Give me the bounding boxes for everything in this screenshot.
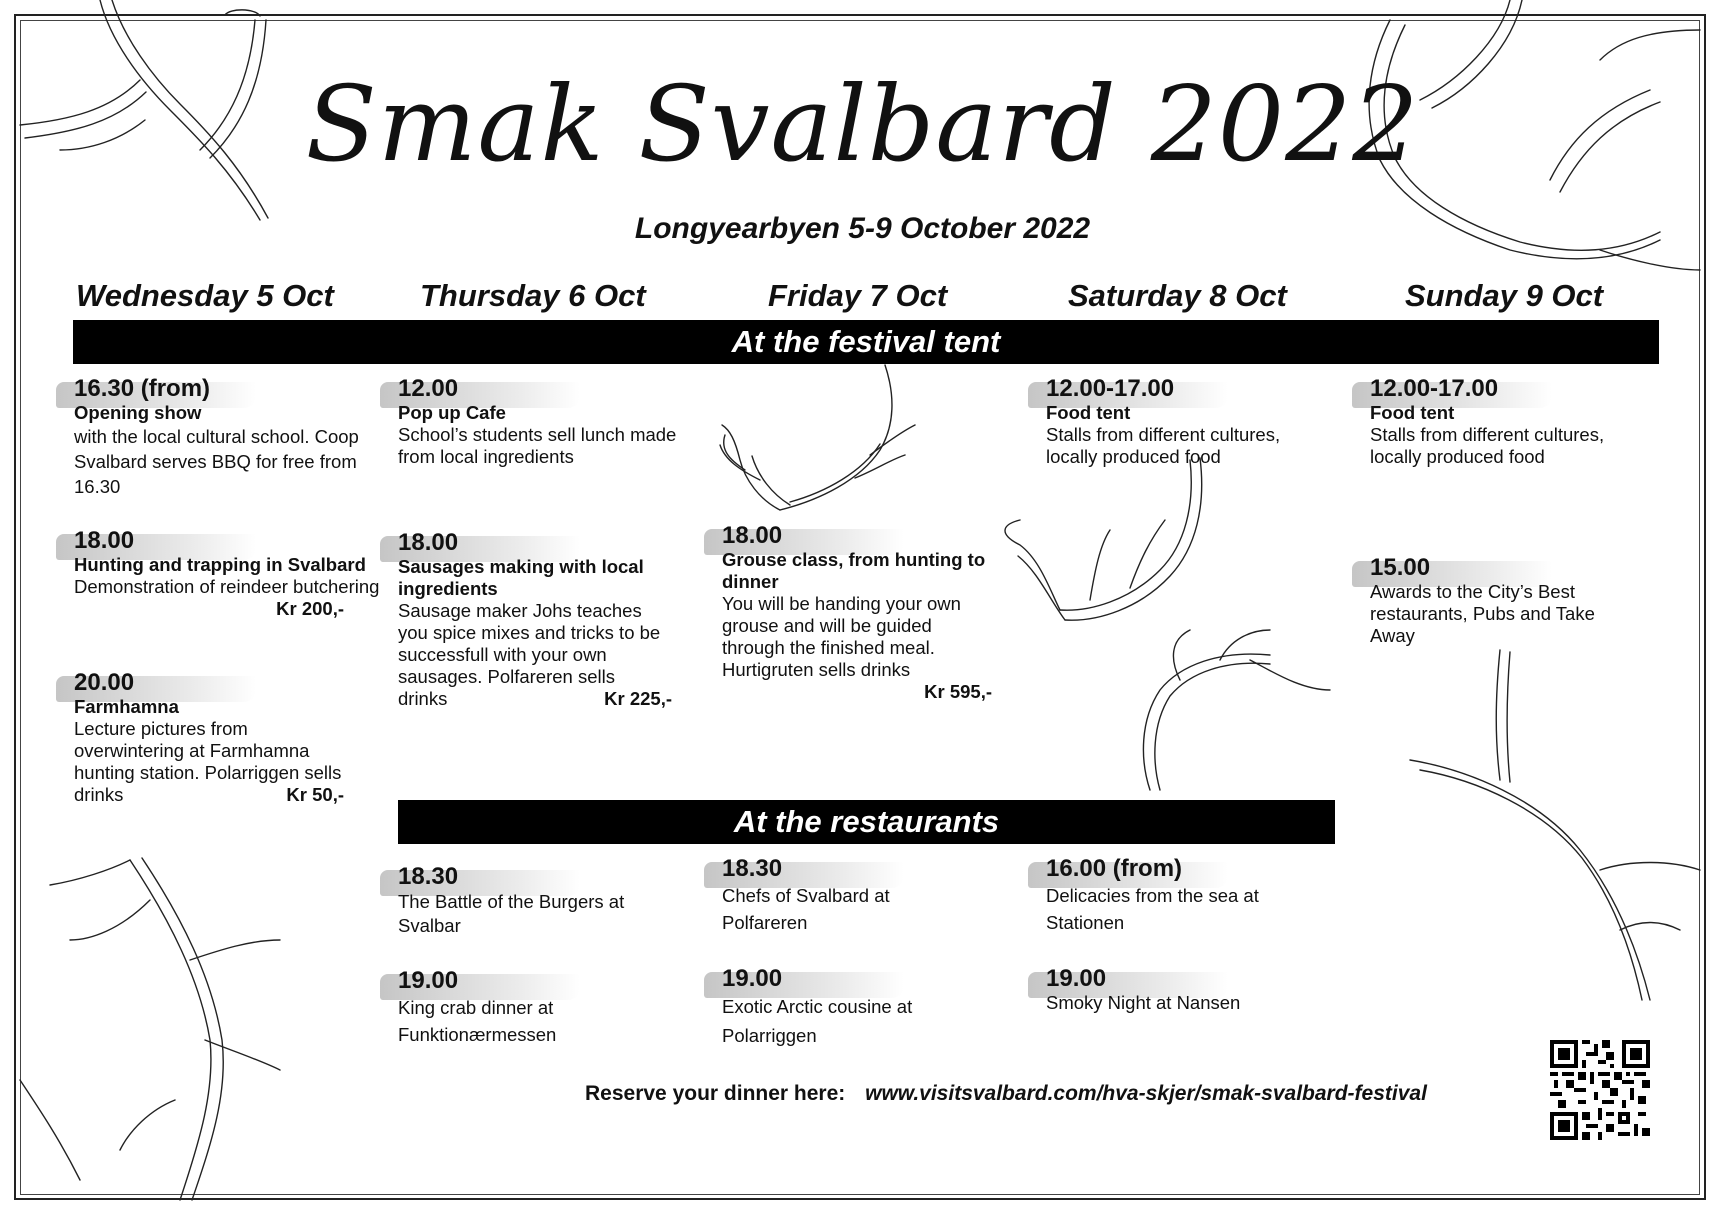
event-name: Pop up Cafe: [398, 402, 506, 423]
event-sun-awards: [1370, 555, 1640, 647]
event-name: Grouse class, from hunting to dinner: [722, 549, 986, 592]
event-wed-opening: [74, 376, 384, 499]
event-desc: The Battle of the Burgers at Svalbar: [398, 891, 625, 936]
page-title: Smak Svalbard 2022: [305, 63, 1420, 185]
event-time: 12.00-17.00: [1370, 375, 1499, 402]
qr-code-icon[interactable]: [1550, 1040, 1650, 1140]
event-time: 18.30: [722, 855, 783, 882]
reserve-link[interactable]: www.visitsvalbard.com/hva-skjer/smak-svalbard-festival: [865, 1082, 1427, 1105]
reserve-label: Reserve your dinner here:: [585, 1082, 846, 1105]
event-thu-sausages: [398, 530, 688, 710]
event-time: 16.00 (from): [1046, 855, 1183, 882]
event-time: 18.00: [74, 527, 135, 554]
event-desc: Lecture pictures from overwintering at Farmhamna hunting station. Polarriggen sells drinks: [74, 718, 342, 805]
event-time: 12.00-17.00: [1046, 375, 1175, 402]
event-price: Kr 225,-: [604, 688, 672, 709]
event-desc: Demonstration of reindeer butchering: [74, 576, 380, 597]
day-header-friday: Friday 7 Oct: [768, 278, 948, 313]
event-name: Hunting and trapping in Svalbard: [74, 554, 366, 575]
event-name: Sausages making with local ingredients: [398, 556, 644, 599]
event-desc: Sausage maker Johs teaches you spice mixes and tricks to be successfull with your own sausages. Polfareren sells drinks: [398, 600, 661, 709]
event-desc: with the local cultural school. Coop Svalbard serves BBQ for free from 16.30: [74, 426, 359, 497]
event-name: Farmhamna: [74, 696, 179, 717]
band-restaurants: At the restaurants: [398, 800, 1335, 844]
event-desc: Exotic Arctic cousine at Polarriggen: [722, 996, 913, 1046]
event-thu-popup: [398, 376, 708, 468]
event-time: 19.00: [398, 967, 459, 994]
event-desc: Awards to the City’s Best restaurants, Pubs and Take Away: [1370, 581, 1595, 646]
event-price: Kr 595,-: [924, 681, 992, 702]
event-time: 16.30 (from): [74, 375, 211, 402]
event-desc: You will be handing your own grouse and will be guided through the finished meal. Hurtigruten sells drinks: [722, 593, 961, 680]
event-sat-foodtent: [1046, 376, 1336, 468]
event-rest-fri-exotic: [722, 966, 962, 1050]
event-rest-sat-smoky: [1046, 966, 1306, 1014]
event-desc: Chefs of Svalbard at Polfareren: [722, 885, 890, 933]
event-name: Food tent: [1046, 402, 1131, 423]
event-time: 15.00: [1370, 554, 1431, 581]
day-header-thursday: Thursday 6 Oct: [420, 278, 646, 313]
event-time: 18.30: [398, 863, 459, 890]
event-rest-thu-burgers: [398, 864, 668, 938]
event-time: 18.00: [722, 522, 783, 549]
event-time: 12.00: [398, 375, 459, 402]
event-desc: Stalls from different cultures, locally produced food: [1046, 424, 1281, 467]
day-header-sunday: Sunday 9 Oct: [1405, 278, 1604, 313]
event-time: 19.00: [722, 965, 783, 992]
event-desc: Stalls from different cultures, locally produced food: [1370, 424, 1605, 467]
event-rest-sat-delicacies: [1046, 856, 1306, 936]
event-wed-farmhamna: [74, 670, 384, 806]
day-header-saturday: Saturday 8 Oct: [1068, 278, 1287, 313]
event-desc: Delicacies from the sea at Stationen: [1046, 885, 1259, 933]
event-desc: King crab dinner at Funktionærmessen: [398, 997, 557, 1045]
event-name: Opening show: [74, 402, 202, 423]
event-name: Food tent: [1370, 402, 1455, 423]
event-price: Kr 200,-: [276, 598, 344, 619]
page-subtitle: Longyearbyen 5-9 October 2022: [634, 212, 1091, 245]
event-desc: School’s students sell lunch made from local ingredients: [398, 424, 677, 467]
event-rest-thu-kingcrab: [398, 968, 658, 1048]
band-festival-tent: At the festival tent: [73, 320, 1659, 364]
event-time: 19.00: [1046, 965, 1107, 992]
event-sun-foodtent: [1370, 376, 1660, 468]
event-wed-hunting: [74, 528, 384, 620]
event-time: 18.00: [398, 529, 459, 556]
event-time: 20.00: [74, 669, 135, 696]
event-price: Kr 50,-: [286, 784, 344, 805]
day-header-wednesday: Wednesday 5 Oct: [76, 278, 334, 313]
event-rest-fri-chefs: [722, 856, 942, 936]
event-desc: Smoky Night at Nansen: [1046, 992, 1241, 1013]
reserve-line: [585, 1082, 1427, 1106]
event-fri-grouse: [722, 523, 1012, 703]
